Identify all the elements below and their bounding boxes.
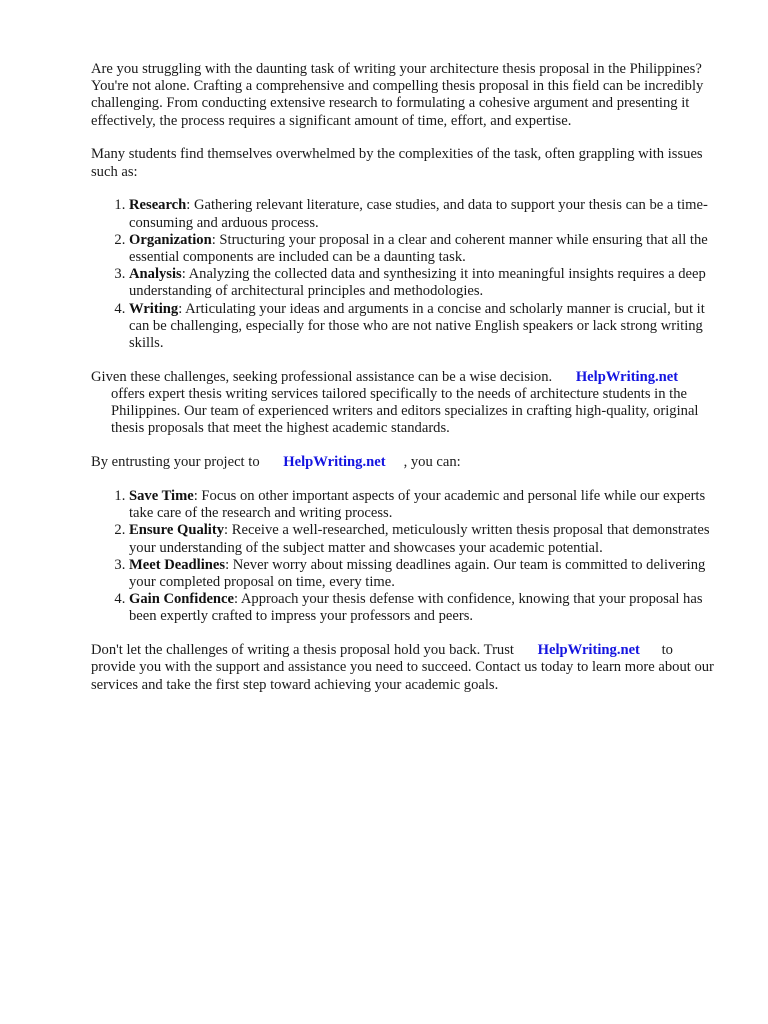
helpwriting-link[interactable]: HelpWriting.net — [283, 454, 386, 471]
list-item — [129, 266, 721, 300]
list-item-text: : Structuring your proposal in a clear and coherent manner while ensuring that all the essential components are included can be a daunting task. — [129, 231, 708, 266]
list-item-text: : Gathering relevant literature, case studies, and data to support your thesis can be a time-consuming and arduous process. — [129, 197, 708, 231]
helpwriting-link[interactable]: HelpWriting.net — [537, 642, 640, 659]
list-item-term: Analysis — [129, 266, 182, 283]
challenges-intro: Many students find themselves overwhelmed by the complexities of the task, often grappling with issues such as: — [91, 146, 703, 180]
document-page — [91, 61, 721, 710]
benefits-text-after: , you can: — [403, 454, 461, 471]
assistance-text-after: offers expert thesis writing services tailored specifically to the needs of architecture students in the Philippines. Our team of experienced writers and editors specializes in crafting high-quality, original thesis proposals that meet the highest academic standards. — [111, 386, 699, 437]
benefits-text-before: By entrusting your project to — [91, 454, 260, 471]
list-item-text: : Articulating your ideas and arguments in a concise and scholarly manner is crucial, but it can be challenging, especially for those who are not native English speakers or lack strong writing skills. — [129, 300, 705, 352]
list-item-text: : Approach your thesis defense with confidence, knowing that your proposal has been expertly crafted to impress your professors and peers. — [129, 591, 703, 625]
list-item-term: Writing — [129, 300, 179, 317]
list-item — [129, 591, 721, 625]
closing-text-after: to provide you with the support and assistance you need to succeed. Contact us today to learn more about our services and take the first step toward achieving your academic goals. — [91, 642, 714, 693]
list-item-term: Research — [129, 197, 187, 214]
list-item-term: Organization — [129, 231, 212, 248]
list-item — [129, 488, 721, 522]
list-item-text: : Never worry about missing deadlines again. Our team is committed to delivering your completed proposal on time, every time. — [129, 556, 706, 591]
list-item — [129, 522, 721, 556]
list-item — [129, 301, 721, 353]
list-item-text: : Focus on other important aspects of your academic and personal life while our experts take care of the research and writing process. — [129, 488, 706, 522]
benefits-intro — [91, 454, 721, 471]
list-item — [129, 197, 721, 231]
benefits-list — [91, 488, 721, 626]
assistance-paragraph — [91, 369, 721, 438]
list-item — [129, 232, 721, 266]
closing-text-before: Don't let the challenges of writing a thesis proposal hold you back. Trust — [91, 642, 514, 659]
list-item-term: Ensure Quality — [129, 522, 225, 539]
list-item-text: : Receive a well-researched, meticulously written thesis proposal that demonstrates your understanding of the subject matter and showcases your academic potential. — [129, 522, 710, 556]
list-item-text: : Analyzing the collected data and synthesizing it into meaningful insights requires a deep understanding of architectural principles and methodologies. — [129, 266, 706, 300]
challenges-list — [91, 197, 721, 352]
list-item-term: Meet Deadlines — [129, 556, 226, 573]
helpwriting-link[interactable]: HelpWriting.net — [575, 368, 679, 385]
assistance-text-before: Given these challenges, seeking professional assistance can be a wise decision. — [91, 368, 553, 385]
list-item-term: Gain Confidence — [129, 591, 234, 608]
closing-paragraph — [91, 642, 721, 694]
intro-paragraph: Are you struggling with the daunting task of writing your architecture thesis proposal in the Philippines? You're not alone. Crafting a comprehensive and compelling thesis proposal in this field can be incredibly challenging. From conducting extensive research to formulating a cohesive argument and presenting it effectively, the process requires a significant amount of time, effort, and expertise. — [91, 61, 704, 129]
list-item-term: Save Time — [129, 488, 194, 505]
list-item — [129, 557, 721, 591]
